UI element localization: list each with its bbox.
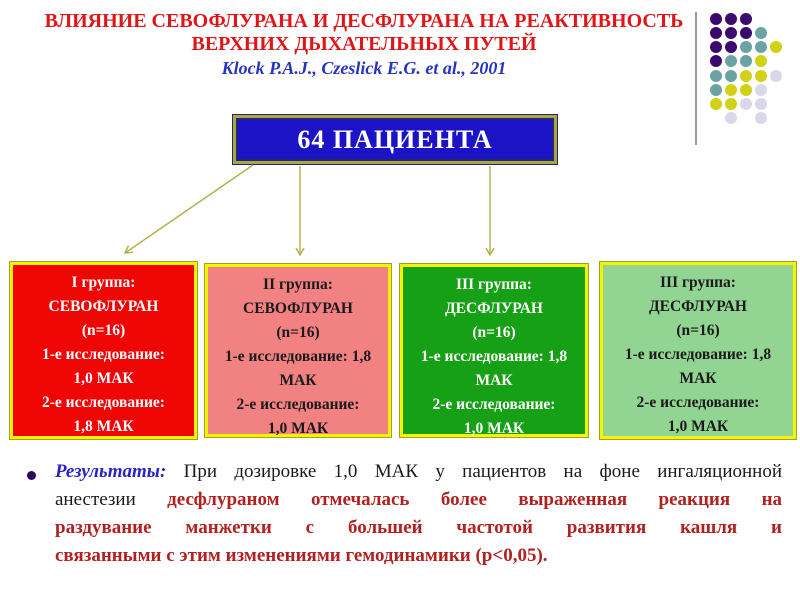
results-line xyxy=(10,458,782,486)
group-line: ДЕСФЛУРАН xyxy=(648,298,747,315)
group-line: ДЕСФЛУРАН xyxy=(444,300,543,317)
decoration-dot xyxy=(725,70,737,82)
decoration-dot xyxy=(770,70,782,82)
group-line: II группа: xyxy=(263,276,333,293)
decoration-dot xyxy=(710,13,722,25)
results-line xyxy=(10,486,782,514)
results-segment-normal: При дозировке 1,0 МАК у пациентов на фоне ингаляционной xyxy=(166,461,782,482)
decoration-dot xyxy=(725,13,737,25)
decoration-dot xyxy=(725,27,737,39)
decoration-dot xyxy=(740,70,752,82)
decoration-dot xyxy=(755,84,767,96)
decoration-dot xyxy=(755,41,767,53)
patients-total-label: 64 ПАЦИЕНТА xyxy=(297,124,493,154)
decoration-dot xyxy=(755,27,767,39)
decoration-dot xyxy=(740,55,752,67)
patients-total-box xyxy=(233,115,557,164)
decoration-dot xyxy=(740,41,752,53)
decoration-dot xyxy=(710,55,722,67)
decoration-dot xyxy=(755,55,767,67)
group-line: 1,0 МАК xyxy=(267,420,329,437)
group-box-group-4-desflurane xyxy=(600,262,796,439)
group-line: 2-е исследование: xyxy=(42,394,165,411)
results-line xyxy=(10,542,782,570)
slide-title-line2: ВЕРХНИХ ДЫХАТЕЛЬНЫХ ПУТЕЙ xyxy=(191,33,537,55)
results-segment-label: Результаты: xyxy=(55,461,167,482)
group-line: 1-е исследование: 1,8 xyxy=(224,348,372,365)
group-line: МАК xyxy=(279,372,317,389)
bullet-icon xyxy=(27,471,36,480)
group-line: (n=16) xyxy=(276,324,320,341)
group-box-group-1-sevoflurane xyxy=(10,262,197,439)
decoration-dot xyxy=(770,41,782,53)
decoration-dot xyxy=(710,41,722,53)
group-box-group-3-desflurane xyxy=(400,264,588,437)
title-block xyxy=(3,10,725,80)
group-line: 1-е исследование: 1,8 xyxy=(420,348,568,365)
group-line: I группа: xyxy=(71,274,136,291)
decoration-dot xyxy=(740,84,752,96)
decoration-dot xyxy=(725,98,737,110)
decoration-dot xyxy=(755,70,767,82)
decoration-dot xyxy=(740,13,752,25)
decoration-dot xyxy=(710,98,722,110)
group-line: (n=16) xyxy=(472,324,516,341)
decoration-vertical-line xyxy=(695,12,697,145)
citation-text: Klock P.A.J., Czeslick E.G. et al., 2001 xyxy=(221,58,507,78)
decoration-dot xyxy=(725,84,737,96)
slide-title-line1: ВЛИЯНИЕ СЕВОФЛУРАНА И ДЕСФЛУРАНА НА РЕАКТИВНОСТЬ xyxy=(44,10,684,32)
group-line: 1-е исследование: 1,8 xyxy=(624,346,772,363)
group-line: (n=16) xyxy=(676,322,720,339)
group-line: III группа: xyxy=(660,274,736,291)
group-line: 2-е исследование: xyxy=(432,396,556,413)
decoration-dot xyxy=(725,41,737,53)
group-line: 1,0 МАК xyxy=(463,420,525,437)
group-line: 1-е исследование: xyxy=(42,346,165,363)
group-line: МАК xyxy=(475,372,513,389)
decoration-dot xyxy=(740,98,752,110)
decoration-dot xyxy=(755,112,767,124)
group-line: 2-е исследование: xyxy=(636,394,760,411)
group-line: III группа: xyxy=(456,276,532,293)
results-paragraph xyxy=(10,458,782,570)
connector-to-group1 xyxy=(125,165,253,253)
group-line: СЕВОФЛУРАН xyxy=(243,300,353,317)
group-line: (n=16) xyxy=(81,322,126,339)
group-line: 1,8 МАК xyxy=(73,418,134,435)
group-box-group-2-sevoflurane xyxy=(205,264,391,437)
decoration-dot xyxy=(710,27,722,39)
group-line: МАК xyxy=(679,370,717,387)
results-line xyxy=(10,514,782,542)
group-line: СЕВОФЛУРАН xyxy=(48,298,159,315)
group-line: 1,0 МАК xyxy=(667,418,729,435)
decoration-dot xyxy=(710,84,722,96)
results-segment-emphasis: связанными с этим изменениями гемодинамики (p<0,05). xyxy=(55,545,548,566)
results-block xyxy=(10,458,782,570)
decoration-dot xyxy=(725,55,737,67)
group-line: 1,0 МАК xyxy=(73,370,134,387)
results-segment-emphasis: раздувание манжетки с большей частотой развития кашля и xyxy=(55,517,782,538)
results-segment-normal: анестезии xyxy=(55,489,168,510)
decoration-dot xyxy=(725,112,737,124)
decoration-dot xyxy=(710,70,722,82)
decoration-dot xyxy=(755,98,767,110)
decoration-dot xyxy=(740,27,752,39)
results-segment-emphasis: десфлураном отмечалась более выраженная реакция на xyxy=(167,489,783,510)
group-line: 2-е исследование: xyxy=(236,396,360,413)
